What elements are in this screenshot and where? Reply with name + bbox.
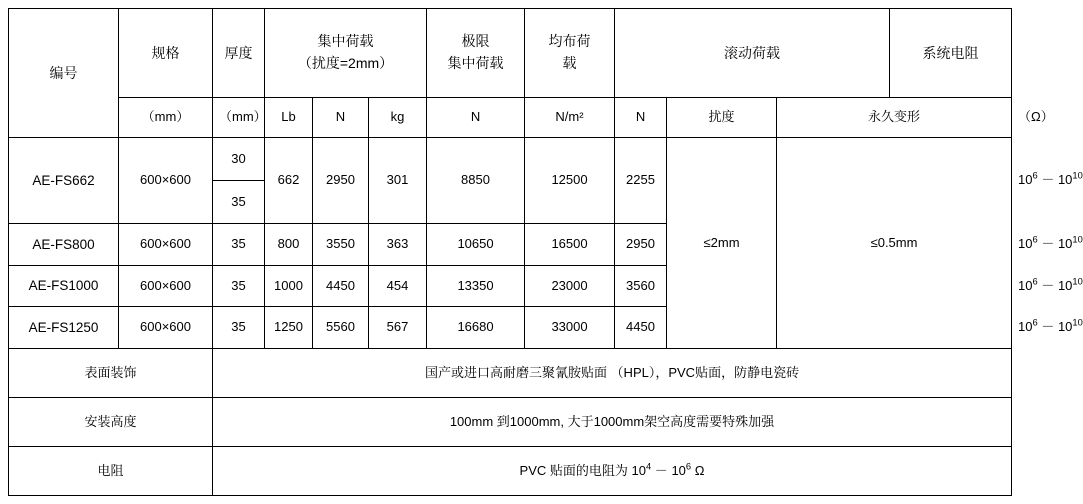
- resistance-exp-2: 10: [1072, 317, 1083, 328]
- header-uniform-load-line2: 载: [562, 55, 577, 72]
- note-value: 100mm 到1000mm, 大于1000mm架空高度需要特殊加强: [213, 398, 1012, 447]
- rolling-deflection-value: ≤2mm: [667, 138, 777, 349]
- header-uniform-load: [525, 9, 615, 98]
- note-label: 表面装饰: [9, 349, 213, 398]
- header-concentrated-load-line1: 集中荷载: [317, 33, 374, 50]
- row-spec: 600×600: [119, 224, 213, 266]
- row-n3: 3560: [615, 265, 667, 307]
- header-thickness-unit: （mm）: [213, 98, 265, 138]
- row-thickness-30: 30: [213, 138, 265, 181]
- row-id: AE-FS800: [9, 224, 119, 266]
- header-uniform-load-line1: 均布荷: [548, 33, 591, 50]
- note-value-base-2: 10: [671, 462, 686, 478]
- header-ultimate-load-line2: 集中荷载: [447, 55, 504, 72]
- resistance-exp-2: 10: [1072, 234, 1083, 245]
- resistance-base-2: 10: [1057, 277, 1073, 293]
- header-spec: 规格: [119, 9, 213, 98]
- row-n1: 3550: [313, 224, 369, 266]
- note-value: [213, 447, 1012, 496]
- header-n-per-m2: N/m²: [525, 98, 615, 138]
- header-n-2: N: [427, 98, 525, 138]
- resistance-base-1: 10: [1018, 236, 1033, 252]
- row-spec: 600×600: [119, 307, 213, 349]
- note-value-dash: －: [654, 462, 668, 478]
- table-header-row-2: （mm） （mm） Lb N kg N N/m² N 扰度 永久变形 （Ω）: [9, 98, 1012, 138]
- resistance-exp-2: 10: [1072, 276, 1083, 287]
- note-value-prefix: PVC 贴面的电阻为 10: [519, 462, 646, 478]
- row-n1: 5560: [313, 307, 369, 349]
- row-n2: 13350: [427, 265, 525, 307]
- row-thickness: 35: [213, 224, 265, 266]
- resistance-dash: －: [1041, 277, 1055, 293]
- header-concentrated-load-line2: （扰度=2mm）: [297, 55, 394, 72]
- row-lb: 662: [265, 138, 313, 224]
- header-n-3: N: [615, 98, 667, 138]
- resistance-exp-1: 6: [1032, 317, 1038, 328]
- header-lb: Lb: [265, 98, 313, 138]
- row-n3: 2255: [615, 138, 667, 224]
- header-system-resistance: 系统电阻: [890, 9, 1012, 98]
- row-n-per-m2: 23000: [525, 265, 615, 307]
- row-kg: 454: [369, 265, 427, 307]
- row-lb: 1250: [265, 307, 313, 349]
- table-row: [9, 138, 1012, 181]
- row-n2: 10650: [427, 224, 525, 266]
- note-value-suffix: Ω: [694, 462, 705, 478]
- resistance-exp-1: 6: [1032, 276, 1038, 287]
- row-n1: 2950: [313, 138, 369, 224]
- row-n-per-m2: 16500: [525, 224, 615, 266]
- resistance-exp-2: 10: [1072, 171, 1083, 182]
- header-n-1: N: [313, 98, 369, 138]
- row-kg: 301: [369, 138, 427, 224]
- resistance-dash: －: [1041, 172, 1055, 188]
- resistance-base-2: 10: [1057, 319, 1073, 335]
- note-label: 电阻: [9, 447, 213, 496]
- resistance-base-2: 10: [1057, 172, 1073, 188]
- row-id: AE-FS1250: [9, 307, 119, 349]
- note-value-exp-1: 4: [645, 461, 652, 472]
- row-thickness: 35: [213, 307, 265, 349]
- row-id: AE-FS1000: [9, 265, 119, 307]
- resistance-exp-1: 6: [1032, 234, 1038, 245]
- resistance-base-1: 10: [1018, 277, 1033, 293]
- resistance-base-2: 10: [1057, 236, 1073, 252]
- row-n2: 8850: [427, 138, 525, 224]
- specification-table: [8, 8, 1083, 496]
- header-spec-unit: （mm）: [119, 98, 213, 138]
- note-row-resistance: [9, 447, 1012, 496]
- header-ultimate-load-line1: 极限: [461, 33, 490, 50]
- header-permanent-deformation: 永久变形: [777, 98, 1012, 138]
- note-value-exp-2: 6: [685, 461, 692, 472]
- header-ultimate-load: [427, 9, 525, 98]
- row-thickness: 35: [213, 265, 265, 307]
- rolling-permanent-deformation-value: ≤0.5mm: [777, 138, 1012, 349]
- note-label: 安装高度: [9, 398, 213, 447]
- resistance-dash: －: [1041, 236, 1055, 252]
- table-header-row-1: [9, 9, 1012, 98]
- header-kg: kg: [369, 98, 427, 138]
- note-row-surface-decoration: [9, 349, 1012, 398]
- resistance-exp-1: 6: [1032, 171, 1038, 182]
- resistance-base-1: 10: [1018, 319, 1033, 335]
- row-kg: 363: [369, 224, 427, 266]
- header-concentrated-load: [265, 9, 427, 98]
- row-n1: 4450: [313, 265, 369, 307]
- row-lb: 800: [265, 224, 313, 266]
- row-n2: 16680: [427, 307, 525, 349]
- row-n-per-m2: 12500: [525, 138, 615, 224]
- resistance-dash: －: [1041, 319, 1055, 335]
- row-id: AE-FS662: [9, 138, 119, 224]
- note-value: 国产或进口高耐磨三聚氰胺贴面 （HPL），PVC贴面，防静电瓷砖: [213, 349, 1012, 398]
- row-thickness-35: 35: [213, 181, 265, 224]
- header-thickness: 厚度: [213, 9, 265, 98]
- header-rolling-load: 滚动荷载: [615, 9, 890, 98]
- row-lb: 1000: [265, 265, 313, 307]
- header-deflection: 扰度: [667, 98, 777, 138]
- row-n-per-m2: 33000: [525, 307, 615, 349]
- row-kg: 567: [369, 307, 427, 349]
- row-spec: 600×600: [119, 265, 213, 307]
- header-id: 编号: [9, 9, 119, 138]
- row-n3: 4450: [615, 307, 667, 349]
- note-row-installation-height: [9, 398, 1012, 447]
- resistance-base-1: 10: [1018, 172, 1033, 188]
- row-n3: 2950: [615, 224, 667, 266]
- row-spec: 600×600: [119, 138, 213, 224]
